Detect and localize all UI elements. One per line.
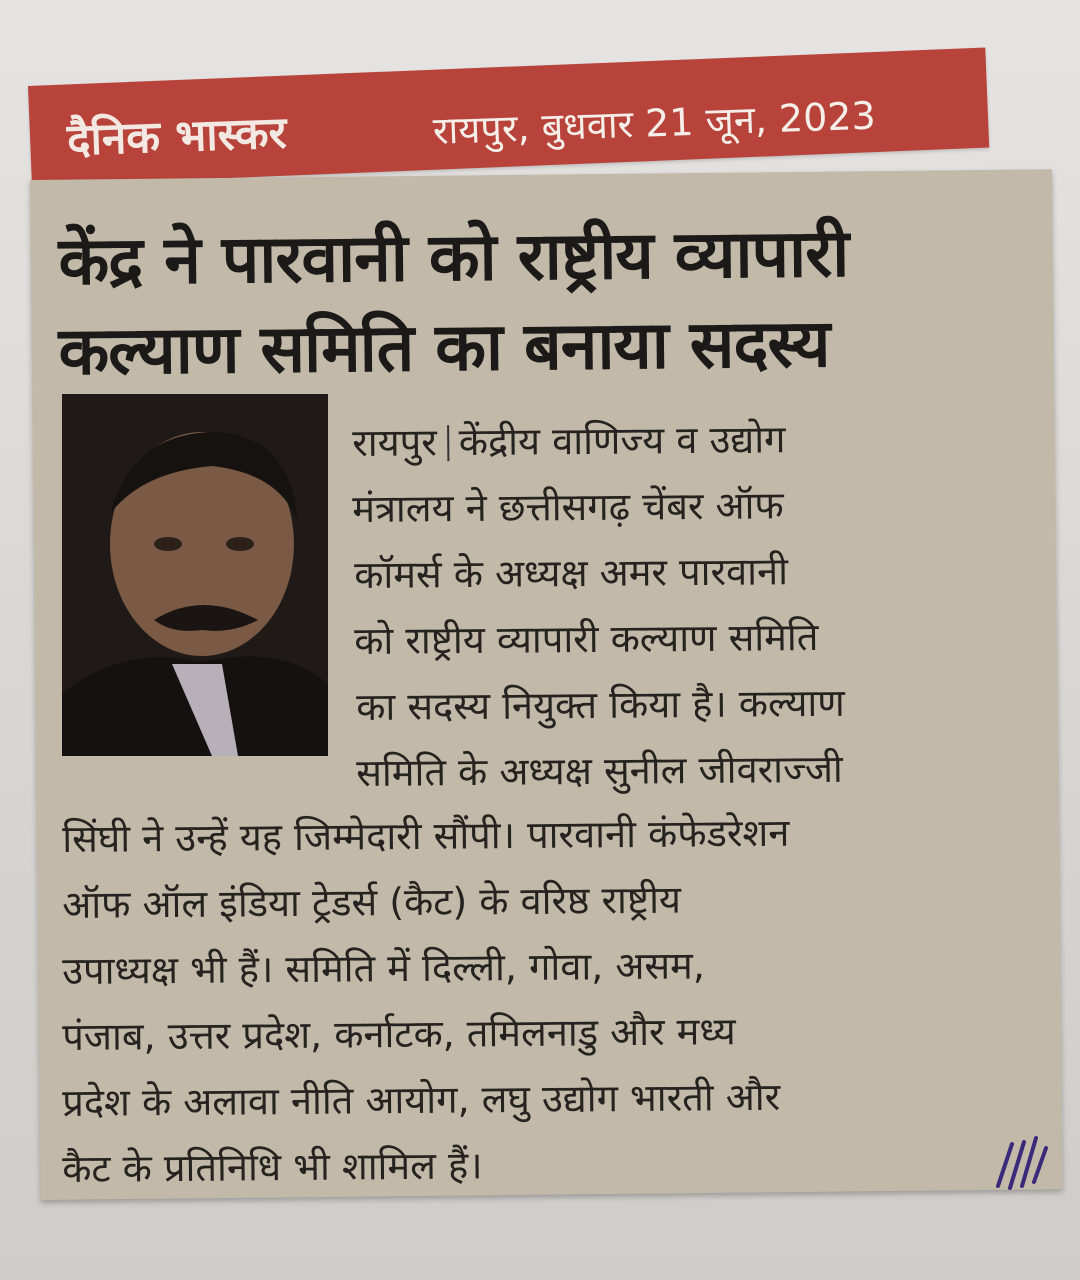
dateline-place: रायपुर <box>352 420 437 465</box>
headline-line-1: केंद्र ने पारवानी को राष्ट्रीय व्यापारी <box>58 214 849 300</box>
article-line-11: प्रदेश के अलावा नीति आयोग, लघु उद्योग भारती और <box>62 1074 781 1125</box>
article-line-10: पंजाब, उत्तर प्रदेश, कर्नाटक, तमिलनाडु और मध्य <box>62 1009 736 1059</box>
portrait-icon <box>62 394 328 756</box>
article-line-7: सिंघी ने उन्हें यह जिम्मेदारी सौंपी। पारवानी कंफेडरेशन <box>62 810 790 861</box>
edition-date: रायपुर, बुधवार 21 जून, 2023 <box>432 93 877 153</box>
article-line-4: को राष्ट्रीय व्यापारी कल्याण समिति <box>354 614 819 663</box>
article-line-12: कैट के प्रतिनिधि भी शामिल हैं। <box>62 1143 483 1191</box>
article-line-2: मंत्रालय ने छत्तीसगढ़ चेंबर ऑफ <box>352 483 784 531</box>
article-line-1 <box>352 412 786 468</box>
article-line-3: कॉमर्स के अध्यक्ष अमर पारवानी <box>354 549 789 597</box>
article-line-9: उपाध्यक्ष भी हैं। समिति में दिल्ली, गोवा, असम, <box>62 943 706 993</box>
pen-mark-icon <box>990 1124 1050 1194</box>
headline-line-2: कल्याण समिति का बनाया सदस्य <box>58 304 830 390</box>
article-text: केंद्रीय वाणिज्य व उद्योग <box>458 417 786 465</box>
article-line-5: का सदस्य नियुक्त किया है। कल्याण <box>356 680 845 729</box>
dateline-separator <box>447 425 449 461</box>
article-line-8: ऑफ ऑल इंडिया ट्रेडर्स (कैट) के वरिष्ठ राष्ट्रीय <box>62 877 682 927</box>
newspaper-name: दैनिक भास्कर <box>66 107 288 166</box>
portrait-photo <box>62 394 328 756</box>
article-line-6: समिति के अध्यक्ष सुनील जीवराज्जी <box>356 746 843 795</box>
